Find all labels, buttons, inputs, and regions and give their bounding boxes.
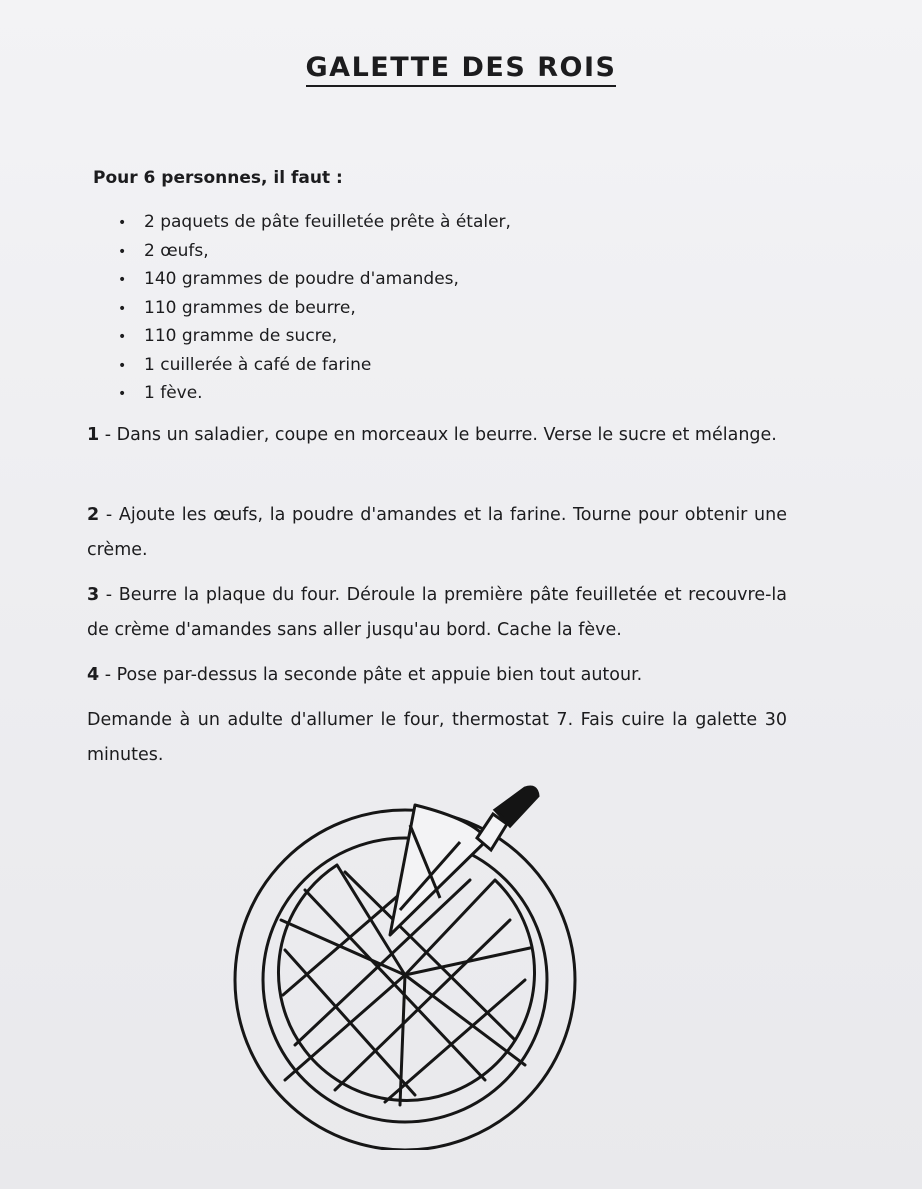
ingredient-text: 110 grammes de beurre,	[144, 297, 356, 318]
ingredient-text: 1 fève.	[144, 383, 203, 403]
step-text: - Pose par-dessus la seconde pâte et appuie bien tout autour.	[99, 665, 643, 685]
list-item	[118, 322, 511, 351]
ingredient-text: 110 gramme de sucre,	[144, 326, 338, 346]
step-text: - Beurre la plaque du four. Déroule la première pâte feuilletée et recouvre-la de crème d'amandes sans aller jusqu'au bord. Cache la fève.	[87, 585, 787, 640]
list-item	[118, 294, 511, 323]
list-item	[118, 237, 511, 266]
step-number: 1	[87, 425, 100, 445]
step-number: 2	[87, 505, 100, 525]
servings-intro: Pour 6 personnes, il faut :	[93, 168, 343, 188]
cake-server-icon	[477, 787, 538, 850]
ingredient-text: 2 paquets de pâte feuilletée prête à étaler,	[144, 212, 511, 232]
bullet-icon: •	[118, 386, 127, 402]
step-2	[87, 498, 787, 568]
step-3	[87, 578, 787, 648]
final-instruction: Demande à un adulte d'allumer le four, thermostat 7. Fais cuire la galette 30 minutes.	[87, 710, 787, 765]
bullet-icon: •	[118, 215, 127, 231]
step-number: 3	[87, 585, 100, 605]
step-1	[87, 418, 787, 453]
bullet-icon: •	[118, 272, 127, 288]
list-item	[118, 265, 511, 294]
ingredient-text: 2 œufs,	[144, 240, 209, 261]
step-text: - Dans un saladier, coupe en morceaux le beurre. Verse le sucre et mélange.	[99, 425, 777, 445]
ingredient-text: 140 grammes de poudre d'amandes,	[144, 269, 459, 289]
bullet-icon: •	[118, 329, 127, 345]
step-text: - Ajoute les œufs, la poudre d'amandes et la farine. Tourne pour obtenir une crème.	[87, 505, 787, 560]
bullet-icon: •	[118, 243, 127, 260]
recipe-title-text: GALETTE DES ROIS	[306, 52, 617, 87]
step-number: 4	[87, 665, 100, 685]
galette-with-cake-server-icon	[225, 780, 595, 1150]
recipe-title	[0, 52, 922, 83]
bullet-icon: •	[118, 300, 127, 317]
list-item	[118, 351, 511, 380]
bullet-icon: •	[118, 357, 127, 374]
ingredient-list	[118, 208, 511, 408]
list-item	[118, 208, 511, 237]
step-4	[87, 658, 787, 693]
list-item	[118, 379, 511, 408]
ingredient-text: 1 cuillerée à café de farine	[144, 354, 372, 375]
